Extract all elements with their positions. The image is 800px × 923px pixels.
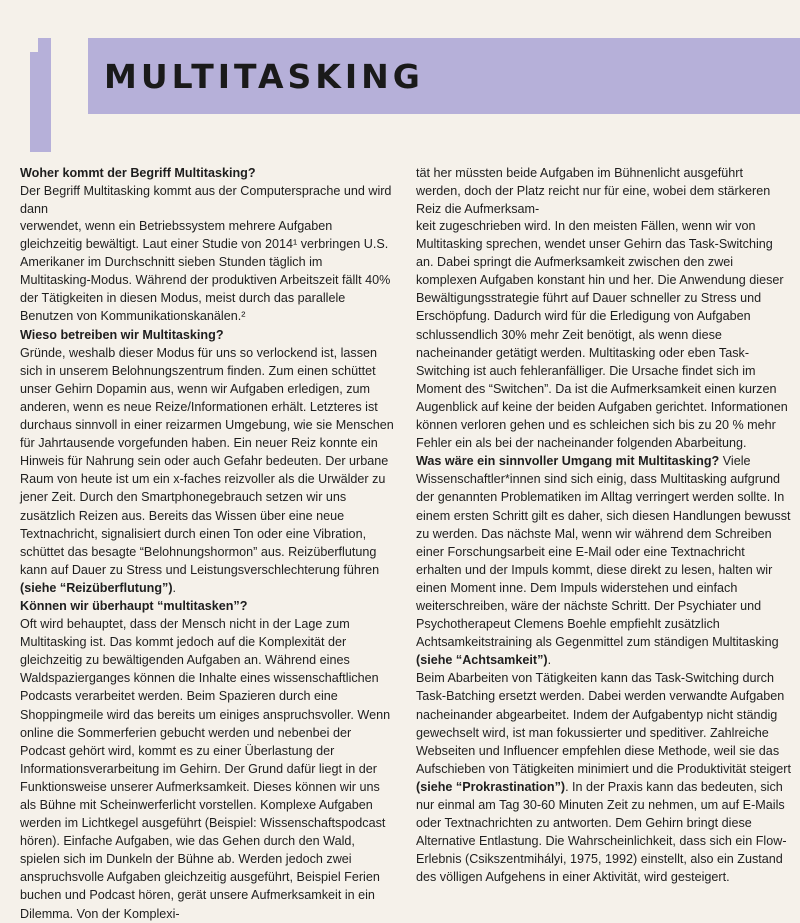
reference-prokrastination: (siehe “Prokrastination”) xyxy=(416,779,566,794)
paragraph-origin-start: Der Begriff Multitasking kommt aus der Computersprache und wird dann xyxy=(20,184,392,217)
page-title: MULTITASKING xyxy=(104,57,424,96)
chapter-number-1 xyxy=(30,38,51,152)
right-column-bottom xyxy=(416,217,791,886)
reference-achtsamkeit: (siehe “Achtsamkeit”) xyxy=(416,653,548,668)
left-column-bottom xyxy=(20,217,395,923)
heading-origin: Woher kommt der Begriff Multitasking? xyxy=(20,166,256,180)
paragraph-can-we-cont: tät her müssten beide Aufgaben im Bühnenlicht ausgeführt werden, doch der Platz reicht nur für eine, wobei dem stärkeren Reiz die Aufmerksam- xyxy=(416,166,771,217)
paragraph-origin-cont: verwendet, wenn ein Betriebssystem mehrere Aufgaben gleichzeitig bewältigt. Laut einer Studie von 2014¹ verbringen U.S. Amerikaner im Durchschnitt sieben Stunden täglich im Multitasking-Modus. Während der produktiven Arbeitszeit fällt 40% der Tätigkeiten in diesen Modus, meist durch das parallele Benutzen von Kommunikationskanälen.² xyxy=(20,219,391,324)
heading-sensible-use: Was wäre ein sinnvoller Umgang mit Multitasking? xyxy=(416,454,720,469)
paragraph-can-we: Oft wird behauptet, dass der Mensch nicht in der Lage zum Multitasking ist. Das kommt jedoch auf die Komplexität der gleichzeitig zu bewältigenden Aufgaben an. Während eines Waldspazierganges können die Inhalte eines wissenschaftlichen Podcasts verarbeitet werden. Beim Spazieren durch eine Shoppingmeile wird das bereits um einiges anspruchsvoller. Wenn online die Sommerferien gebucht werden und nebenbei der Podcast gehört wird, kommt es zu einer Überlastung der Informationsverarbeitung im Gehirn. Der Grund dafür liegt in der Funktionsweise unserer Aufmerksamkeit. Dieses können wir uns als Bühne mit Scheinwerferlicht vorstellen. Komplexe Aufgaben werden im Lichtkegel ausgeführt (Beispiel: Wissenschaftspodcast hören). Einfache Aufgaben, wie das Gehen durch den Wald, spielen sich im Dunkeln der Bühne ab. Werden jedoch zwei anspruchsvolle Aufgaben gleichzeitig ausgeführt, Beispiel Ferien buchen und Podcast hören, gerät unsere Aufmerksamkeit in ein Dilemma. Von der Komplexi- xyxy=(20,617,391,921)
paragraph-sensible-use: Was wäre ein sinnvoller Umgang mit Multitasking? Viele Wissenschaftler*innen sind sich einig, dass Multitasking aufgrund der genannten Problematiken im Alltag verringert werden sollte. In einem ersten Schritt gilt es daher, sich diesen Handlungen bewusst zu werden. Das nächste Mal, wenn wir während dem Schreiben einer Forschungsarbeit eine E-Mail oder eine Textnachricht erhalten und der Impuls kommt, diese direkt zu lesen, halten wir einen Moment inne. Dem Impuls widerstehen und einfach weiterschreiben, wäre der nächste Schritt. Der Psychiater und Psychotherapeut Clemens Boehle empfiehlt zusätzlich Achtsamkeitstraining als Gegenmittel zum ständigen Multitasking (siehe “Achtsamkeit”). xyxy=(416,454,791,668)
paragraph-why: Gründe, weshalb dieser Modus für uns so verlockend ist, lassen sich in unserem Belohnungszentrum finden. Zum einen schüttet unser Gehirn Dopamin aus, wenn wir Aufgaben erledigen, zum anderen, wenn es neue Reize/Informationen erhält. Letzteres ist durchaus sinnvoll in einer reizarmen Umgebung, wie sie Menschen für Jahrtausende vorgefunden haben. Ein neuer Reiz konnte ein Hinweis für Nahrung sein oder auch Gefahr bedeuten. Der urbane Raum von heute ist um ein x-faches reizvoller als die Urwälder zu jener Zeit. Durch den Smartphonegebrauch setzen wir uns zusätzlich Reizen aus. Bereits das Wissen über eine neue Textnachricht, signalisiert durch einen Ton oder eine Vibration, schüttet das besagte “Belohnungshormon” aus. Reizüberflutung kann auf Dauer zu Stress und Leistungsverschlechterung führen (siehe “Reizüberflutung”). xyxy=(20,345,394,595)
left-column-top xyxy=(20,164,395,218)
chapter-number-notch xyxy=(30,38,38,52)
reference-reizueberflutung: (siehe “Reizüberflutung”) xyxy=(20,580,173,595)
paragraph-task-batching: Beim Abarbeiten von Tätigkeiten kann das Task-Switching durch Task-Batching ersetzt werden. Dabei werden verwandte Aufgaben nacheinander abgearbeitet. Indem der Aufgabentyp nicht ständig gewechselt wird, ist man fokussierter und speditiver. Zahlreiche Webseiten und Influencer empfehlen diese Methode, weil sie das Aufschieben von Tätigkeiten minimiert und die Produktivität steigert (siehe “Prokrastination”). In der Praxis kann das bedeuten, sich nur einmal am Tag 30-60 Minuten Zeit zu nehmen, um auf E-Mails oder Textnachrichten zu antworten. Dem Gehirn bringt diese Alternative Entlastung. Die Wahrscheinlichkeit, dass sich ein Flow-Erlebnis (Csikszentmihályi, 1975, 1992) einstellt, also ein Zustand des völligen Aufgehens in einer Aktivität, wird gesteigert. xyxy=(416,671,791,885)
paragraph-can-we-cont2: keit zugeschrieben wird. In den meisten Fällen, wenn wir von Multitasking sprechen, wendet unser Gehirn das Task-Switching an. Dabei springt die Aufmerksamkeit zwischen den zwei komplexen Aufgaben konstant hin und her. Die Anwendung dieser Bewältigungsstrategie führt auf Dauer schneller zu Stress und Erschöpfung. Dadurch wird für die Erledigung von Aufgaben schlussendlich 30% mehr Zeit benötigt, als wenn diese nacheinander getätigt werden. Multitasking oder eben Task-Switching ist auch fehleranfälliger. Die Ursache findet sich im Moment des “Switchen”. Da ist die Aufmerksamkeit einen kurzen Augenblick auf keine der beiden Aufgaben gerichtet. Informationen können verloren gehen und es schleichen sich bis zu 20 % mehr Fehler ein als bei der nacheinander folgenden Abarbeitung. xyxy=(416,219,788,451)
heading-why: Wieso betreiben wir Multitasking? xyxy=(20,327,224,342)
heading-can-we: Können wir überhaupt “multitasken”? xyxy=(20,598,248,613)
right-column-top xyxy=(416,164,791,218)
